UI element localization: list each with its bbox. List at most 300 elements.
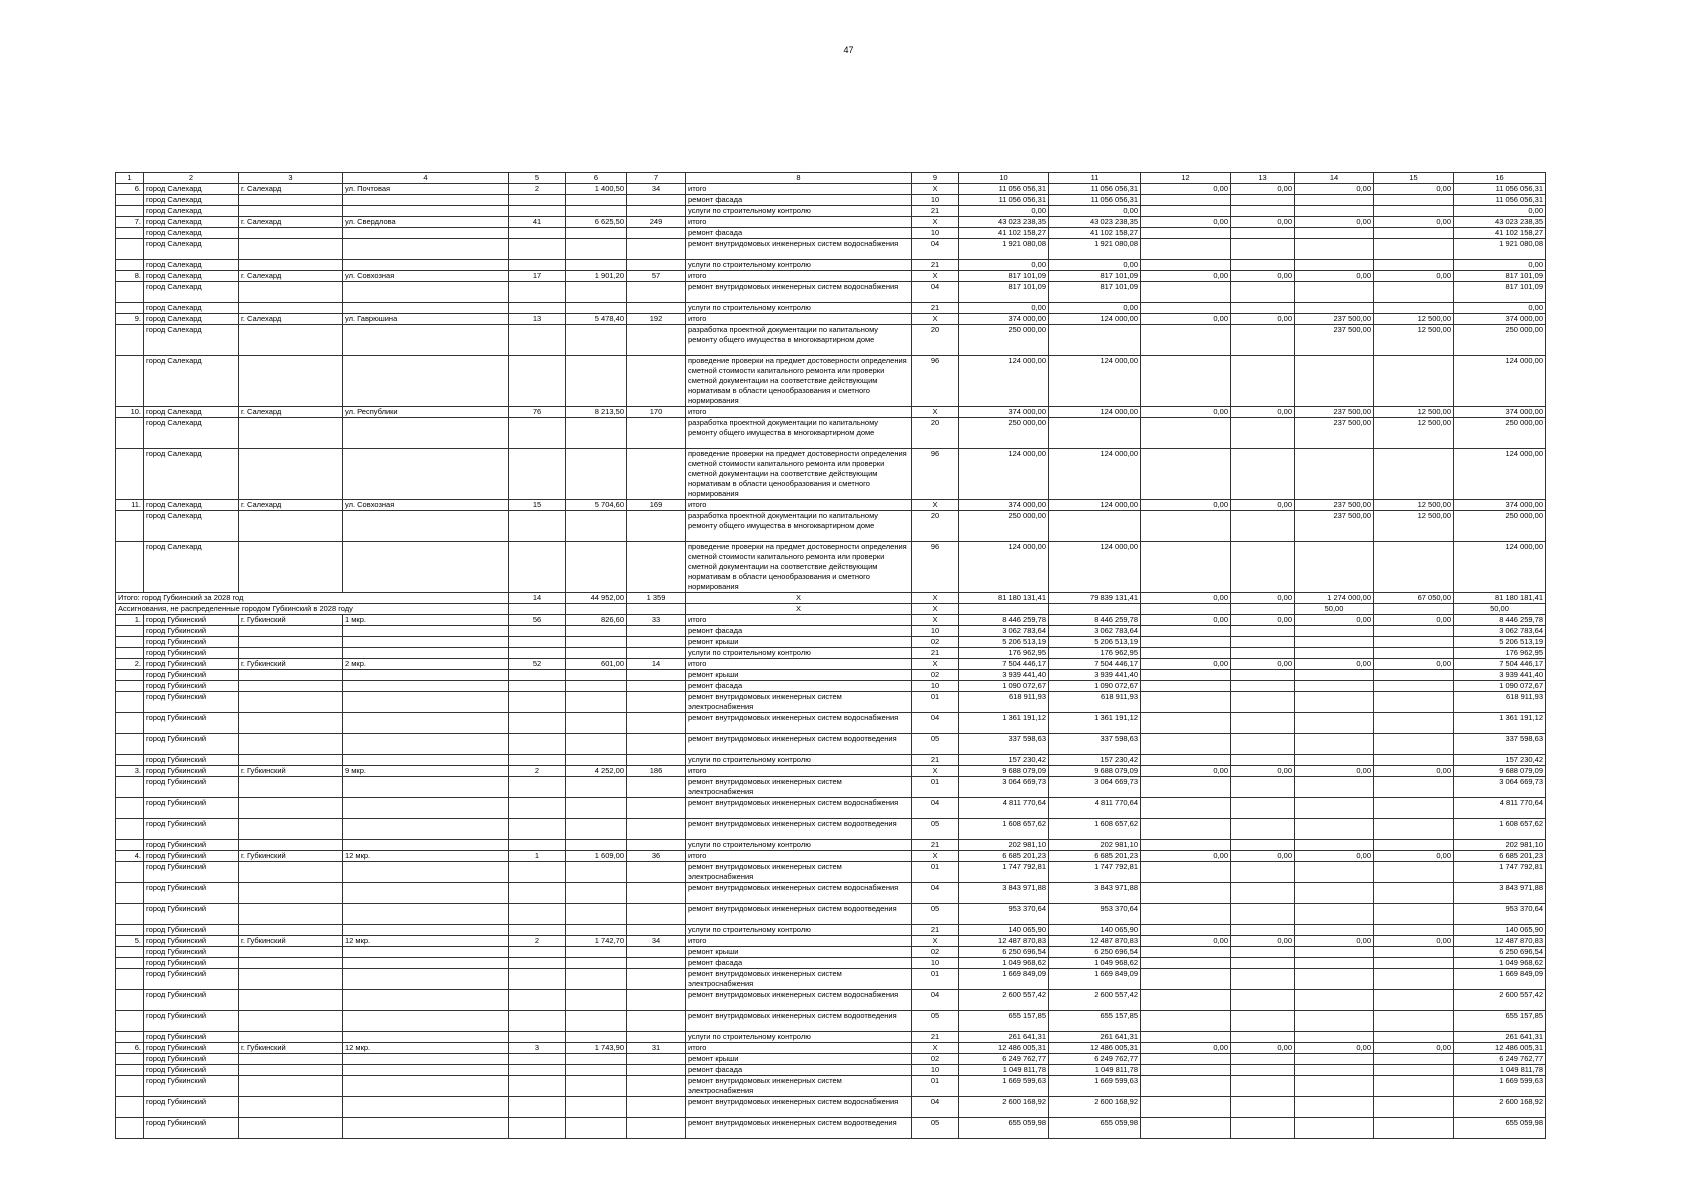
table-row: [116, 904, 1546, 925]
owners-funds: [1295, 692, 1374, 713]
budget-local: [1231, 947, 1295, 958]
owners-funds: [1295, 798, 1374, 819]
municipality: город Салехард: [144, 239, 239, 260]
area: [566, 542, 627, 593]
fund-cost: 261 641,31: [1049, 1032, 1141, 1043]
area: 1 400,50: [566, 184, 627, 195]
locality: [239, 228, 343, 239]
house-number: [509, 637, 566, 648]
table-row: [116, 228, 1546, 239]
fund-cost: 817 101,09: [1049, 282, 1141, 303]
residents: [627, 883, 686, 904]
work-code: 04: [912, 883, 959, 904]
budget-okrug: [1141, 819, 1231, 840]
total-cost: 374 000,00: [959, 407, 1049, 418]
budget-local: [1231, 777, 1295, 798]
work-type: итого: [686, 184, 912, 195]
row-number: [116, 626, 144, 637]
fund-cost: 7 504 446,17: [1049, 659, 1141, 670]
budget-local: [1231, 195, 1295, 206]
empty-cell: [1049, 604, 1141, 615]
street: [343, 958, 509, 969]
work-code: X: [912, 851, 959, 862]
locality: [239, 637, 343, 648]
fund-cost: 953 370,64: [1049, 904, 1141, 925]
locality: г. Губкинский: [239, 1043, 343, 1054]
fund-cost: 41 102 158,27: [1049, 228, 1141, 239]
street: [343, 228, 509, 239]
municipality: город Губкинский: [144, 637, 239, 648]
budget-okrug: 0,00: [1141, 659, 1231, 670]
budget-okrug: [1141, 325, 1231, 356]
area: [566, 692, 627, 713]
street: [343, 883, 509, 904]
work-code: 20: [912, 325, 959, 356]
work-type: разработка проектной документации по капитальному ремонту общего имущества в многоквартирном доме: [686, 418, 912, 449]
municipality: город Губкинский: [144, 819, 239, 840]
house-number: [509, 777, 566, 798]
municipality: город Салехард: [144, 228, 239, 239]
grand-total: 50,00: [1454, 604, 1546, 615]
residents: [627, 681, 686, 692]
work-type: ремонт внутридомовых инженерных систем водоотведения: [686, 904, 912, 925]
city-total-row: [116, 593, 1546, 604]
table-row: [116, 862, 1546, 883]
owners-funds: [1295, 356, 1374, 407]
house-number: [509, 990, 566, 1011]
grand-total: 1 090 072,67: [1454, 681, 1546, 692]
locality: [239, 958, 343, 969]
residents: [627, 260, 686, 271]
other-funds: 12 500,00: [1374, 500, 1454, 511]
house-number: [509, 904, 566, 925]
budget-okrug: [1141, 542, 1231, 593]
other-funds: 12 500,00: [1374, 418, 1454, 449]
other-funds: [1374, 239, 1454, 260]
work-code: 21: [912, 206, 959, 217]
work-code: 02: [912, 947, 959, 958]
street: [343, 1054, 509, 1065]
municipality: город Салехард: [144, 184, 239, 195]
locality: г. Салехард: [239, 184, 343, 195]
other-funds: [1374, 755, 1454, 766]
table-row: [116, 1065, 1546, 1076]
street: [343, 260, 509, 271]
street: ул. Совхозная: [343, 271, 509, 282]
work-type: ремонт внутридомовых инженерных систем водоотведения: [686, 734, 912, 755]
owners-funds: 50,00: [1295, 604, 1374, 615]
grand-total: 8 446 259,78: [1454, 615, 1546, 626]
row-number: [116, 1076, 144, 1097]
budget-okrug: [1141, 206, 1231, 217]
street: [343, 1032, 509, 1043]
street: ул. Почтовая: [343, 184, 509, 195]
work-type: итого: [686, 659, 912, 670]
locality: [239, 681, 343, 692]
budget-local: [1231, 904, 1295, 925]
residents: [627, 511, 686, 542]
municipality: город Губкинский: [144, 692, 239, 713]
column-header: 6: [566, 173, 627, 184]
table-row: [116, 670, 1546, 681]
house-number: 52: [509, 659, 566, 670]
street: [343, 904, 509, 925]
grand-total: 1 747 792,81: [1454, 862, 1546, 883]
residents: 57: [627, 271, 686, 282]
other-funds: [1374, 542, 1454, 593]
total-cost: 140 065,90: [959, 925, 1049, 936]
other-funds: 0,00: [1374, 184, 1454, 195]
grand-total: 12 486 005,31: [1454, 1043, 1546, 1054]
work-code: X: [912, 314, 959, 325]
budget-okrug: 0,00: [1141, 593, 1231, 604]
area: 5 704,60: [566, 500, 627, 511]
budget-okrug: [1141, 1097, 1231, 1118]
house-number: [509, 681, 566, 692]
budget-local: [1231, 1011, 1295, 1032]
area: [566, 418, 627, 449]
street: [343, 969, 509, 990]
unallocated-label: Ассигнования, не распределенные городом Губкинский в 2028 году: [116, 604, 509, 615]
locality: г. Губкинский: [239, 766, 343, 777]
municipality: город Салехард: [144, 325, 239, 356]
grand-total: 7 504 446,17: [1454, 659, 1546, 670]
other-funds: [1374, 883, 1454, 904]
table-row: [116, 755, 1546, 766]
total-cost: 11 056 056,31: [959, 195, 1049, 206]
street: [343, 670, 509, 681]
other-funds: [1374, 195, 1454, 206]
budget-okrug: [1141, 734, 1231, 755]
area: [566, 990, 627, 1011]
work-type: услуги по строительному контролю: [686, 925, 912, 936]
capital-repair-register-table: [115, 172, 1546, 1139]
area: [566, 260, 627, 271]
house-number: 15: [509, 500, 566, 511]
owners-funds: 237 500,00: [1295, 407, 1374, 418]
budget-local: [1231, 883, 1295, 904]
owners-funds: [1295, 958, 1374, 969]
house-number: [509, 1054, 566, 1065]
locality: [239, 862, 343, 883]
residents: [627, 1076, 686, 1097]
grand-total: 817 101,09: [1454, 282, 1546, 303]
fund-cost: 79 839 131,41: [1049, 593, 1141, 604]
work-type: услуги по строительному контролю: [686, 648, 912, 659]
municipality: город Губкинский: [144, 958, 239, 969]
column-header: 14: [1295, 173, 1374, 184]
municipality: город Салехард: [144, 206, 239, 217]
column-header: 1: [116, 173, 144, 184]
budget-local: [1231, 356, 1295, 407]
empty-cell: [959, 604, 1049, 615]
locality: [239, 1097, 343, 1118]
residents: [627, 670, 686, 681]
owners-funds: [1295, 626, 1374, 637]
locality: г. Губкинский: [239, 615, 343, 626]
street: [343, 713, 509, 734]
work-code: 21: [912, 303, 959, 314]
area: [566, 947, 627, 958]
empty-cell: [1231, 604, 1295, 615]
total-cost: 250 000,00: [959, 418, 1049, 449]
other-funds: [1374, 356, 1454, 407]
area: [566, 1054, 627, 1065]
residents: [627, 325, 686, 356]
work-type: ремонт фасада: [686, 1065, 912, 1076]
total-cost: 12 487 870,83: [959, 936, 1049, 947]
budget-okrug: [1141, 356, 1231, 407]
budget-okrug: [1141, 511, 1231, 542]
locality: [239, 356, 343, 407]
fund-cost: 43 023 238,35: [1049, 217, 1141, 228]
street: 9 мкр.: [343, 766, 509, 777]
owners-funds: [1295, 542, 1374, 593]
row-number: 9.: [116, 314, 144, 325]
budget-local: [1231, 755, 1295, 766]
budget-okrug: [1141, 626, 1231, 637]
row-number: [116, 1011, 144, 1032]
other-funds: [1374, 1076, 1454, 1097]
budget-local: [1231, 925, 1295, 936]
work-type: ремонт внутридомовых инженерных систем водоснабжения: [686, 239, 912, 260]
total-cost: 3 064 669,73: [959, 777, 1049, 798]
budget-okrug: [1141, 798, 1231, 819]
residents: [627, 626, 686, 637]
area: [566, 681, 627, 692]
municipality: город Салехард: [144, 271, 239, 282]
residents: 34: [627, 936, 686, 947]
area: 1 743,90: [566, 1043, 627, 1054]
other-funds: [1374, 449, 1454, 500]
house-number: [509, 925, 566, 936]
grand-total: 157 230,42: [1454, 755, 1546, 766]
street: [343, 1065, 509, 1076]
area: 826,60: [566, 615, 627, 626]
locality: [239, 1011, 343, 1032]
other-funds: [1374, 1118, 1454, 1139]
work-code: 01: [912, 777, 959, 798]
grand-total: 43 023 238,35: [1454, 217, 1546, 228]
budget-local: 0,00: [1231, 217, 1295, 228]
work-code: 21: [912, 925, 959, 936]
fund-cost: 124 000,00: [1049, 356, 1141, 407]
table-row: [116, 777, 1546, 798]
owners-funds: [1295, 239, 1374, 260]
other-funds: 0,00: [1374, 271, 1454, 282]
residents: [627, 648, 686, 659]
table-row: [116, 936, 1546, 947]
municipality: город Губкинский: [144, 777, 239, 798]
row-number: [116, 260, 144, 271]
work-code: 20: [912, 418, 959, 449]
owners-funds: [1295, 862, 1374, 883]
area: [566, 1011, 627, 1032]
work-type: услуги по строительному контролю: [686, 840, 912, 851]
fund-cost: 12 487 870,83: [1049, 936, 1141, 947]
grand-total: 1 921 080,08: [1454, 239, 1546, 260]
area: [566, 904, 627, 925]
budget-okrug: [1141, 303, 1231, 314]
other-funds: [1374, 648, 1454, 659]
area: 1 901,20: [566, 271, 627, 282]
work-code: X: [912, 936, 959, 947]
budget-okrug: [1141, 681, 1231, 692]
table-row: [116, 217, 1546, 228]
table-row: [116, 195, 1546, 206]
column-header: 3: [239, 173, 343, 184]
street: [343, 511, 509, 542]
total-cost: 81 180 131,41: [959, 593, 1049, 604]
owners-funds: [1295, 883, 1374, 904]
table-row: [116, 713, 1546, 734]
budget-local: [1231, 713, 1295, 734]
house-number: [509, 1097, 566, 1118]
municipality: город Губкинский: [144, 670, 239, 681]
total-cost: 6 685 201,23: [959, 851, 1049, 862]
fund-cost: 6 249 762,77: [1049, 1054, 1141, 1065]
municipality: город Губкинский: [144, 798, 239, 819]
total-cost: 1 049 811,78: [959, 1065, 1049, 1076]
residents: [627, 947, 686, 958]
table-row: [116, 206, 1546, 217]
grand-total: 655 059,98: [1454, 1118, 1546, 1139]
municipality: город Губкинский: [144, 1097, 239, 1118]
owners-funds: [1295, 670, 1374, 681]
residents: 36: [627, 851, 686, 862]
work-code: 05: [912, 904, 959, 925]
municipality: город Салехард: [144, 217, 239, 228]
budget-local: [1231, 206, 1295, 217]
owners-funds: [1295, 990, 1374, 1011]
other-funds: [1374, 904, 1454, 925]
budget-local: [1231, 1032, 1295, 1043]
grand-total: 374 000,00: [1454, 407, 1546, 418]
row-number: [116, 195, 144, 206]
budget-okrug: [1141, 195, 1231, 206]
row-number: [116, 1097, 144, 1118]
locality: [239, 325, 343, 356]
area: [566, 958, 627, 969]
locality: [239, 755, 343, 766]
table-row: [116, 1032, 1546, 1043]
fund-cost: 124 000,00: [1049, 542, 1141, 593]
budget-local: [1231, 1076, 1295, 1097]
work-type: итого: [686, 314, 912, 325]
residents: [627, 1118, 686, 1139]
residents: [627, 990, 686, 1011]
grand-total: 11 056 056,31: [1454, 184, 1546, 195]
other-funds: [1374, 1011, 1454, 1032]
budget-okrug: 0,00: [1141, 314, 1231, 325]
other-funds: [1374, 260, 1454, 271]
house-number: [509, 734, 566, 755]
row-number: [116, 819, 144, 840]
fund-cost: 1 361 191,12: [1049, 713, 1141, 734]
fund-cost: 124 000,00: [1049, 500, 1141, 511]
grand-total: 1 608 657,62: [1454, 819, 1546, 840]
column-header: 8: [686, 173, 912, 184]
area: [566, 925, 627, 936]
work-type: услуги по строительному контролю: [686, 206, 912, 217]
row-number: [116, 325, 144, 356]
residents: 1 359: [627, 593, 686, 604]
row-number: [116, 542, 144, 593]
locality: [239, 239, 343, 260]
row-number: [116, 958, 144, 969]
column-header: 5: [509, 173, 566, 184]
fund-cost: 3 064 669,73: [1049, 777, 1141, 798]
grand-total: 12 487 870,83: [1454, 936, 1546, 947]
grand-total: 124 000,00: [1454, 449, 1546, 500]
total-cost: 5 206 513,19: [959, 637, 1049, 648]
street: [343, 325, 509, 356]
grand-total: 176 962,95: [1454, 648, 1546, 659]
work-code: X: [912, 217, 959, 228]
owners-funds: [1295, 819, 1374, 840]
column-header: 7: [627, 173, 686, 184]
total-cost: 337 598,63: [959, 734, 1049, 755]
table-row: [116, 260, 1546, 271]
street: [343, 798, 509, 819]
work-type: ремонт крыши: [686, 1054, 912, 1065]
house-number: [509, 449, 566, 500]
table-row: [116, 883, 1546, 904]
budget-okrug: [1141, 904, 1231, 925]
work-code: 21: [912, 648, 959, 659]
column-header: 4: [343, 173, 509, 184]
table-row: [116, 500, 1546, 511]
municipality: город Салехард: [144, 449, 239, 500]
owners-funds: 237 500,00: [1295, 500, 1374, 511]
house-number: [509, 692, 566, 713]
grand-total: 0,00: [1454, 260, 1546, 271]
street: [343, 840, 509, 851]
column-header: 11: [1049, 173, 1141, 184]
locality: [239, 195, 343, 206]
work-type: ремонт фасада: [686, 195, 912, 206]
work-code: 04: [912, 990, 959, 1011]
total-cost: 8 446 259,78: [959, 615, 1049, 626]
fund-cost: 124 000,00: [1049, 449, 1141, 500]
table-row: [116, 692, 1546, 713]
total-cost: 12 486 005,31: [959, 1043, 1049, 1054]
table-row: [116, 840, 1546, 851]
work-type: ремонт внутридомовых инженерных систем электроснабжения: [686, 692, 912, 713]
column-header: 9: [912, 173, 959, 184]
budget-okrug: [1141, 713, 1231, 734]
budget-local: [1231, 798, 1295, 819]
municipality: город Губкинский: [144, 969, 239, 990]
budget-local: [1231, 648, 1295, 659]
house-number: [509, 713, 566, 734]
fund-cost: 337 598,63: [1049, 734, 1141, 755]
total-label: Итого: город Губкинский за 2028 год: [116, 593, 509, 604]
residents: [627, 282, 686, 303]
table-row: [116, 1011, 1546, 1032]
locality: [239, 777, 343, 798]
area: [566, 356, 627, 407]
street: [343, 692, 509, 713]
municipality: город Губкинский: [144, 1054, 239, 1065]
budget-okrug: 0,00: [1141, 407, 1231, 418]
total-cost: 817 101,09: [959, 282, 1049, 303]
work-code: 10: [912, 228, 959, 239]
row-number: [116, 303, 144, 314]
grand-total: 81 180 181,41: [1454, 593, 1546, 604]
house-number: [509, 1118, 566, 1139]
house-number: [509, 542, 566, 593]
